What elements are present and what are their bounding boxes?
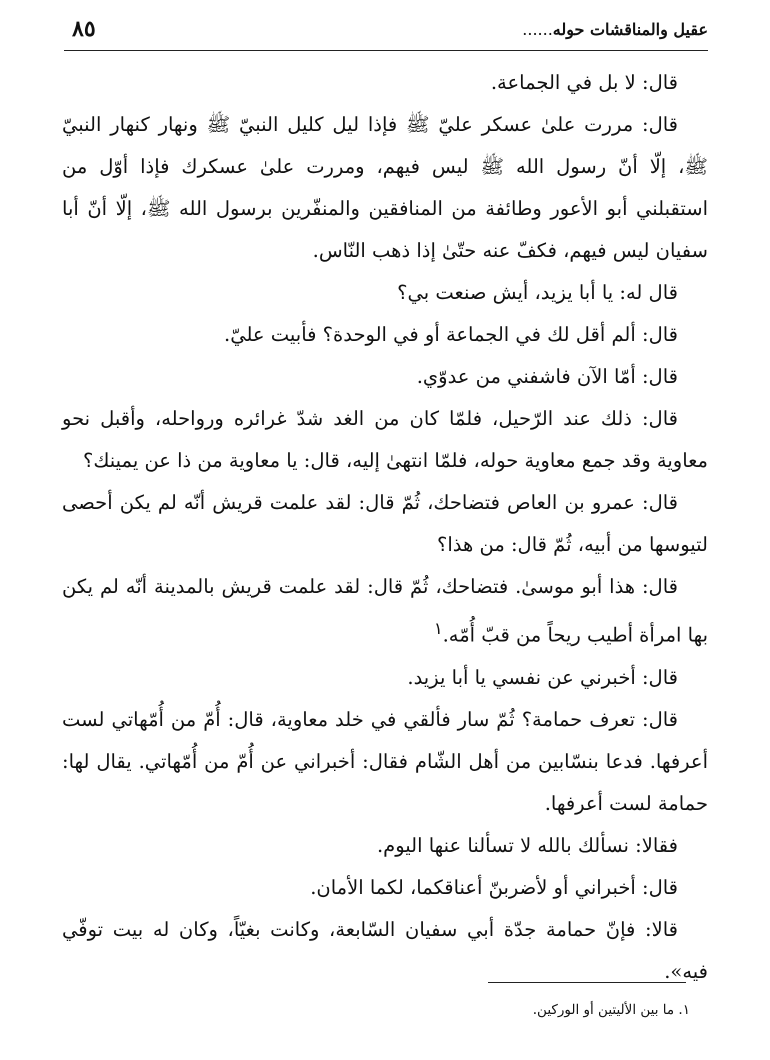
running-title [522,20,708,39]
paragraph-8 [62,566,708,657]
paragraph-7: قال: عمرو بن العاص فتضاحك، ثُمّ قال: لقد علمت قريش أنّه لم يكن أحصى لتيوسها من أبيه، ثُمّ قال: من هذا؟ [62,491,708,556]
paragraph-2: قال: مررت علىٰ عسكر عليّ ﷺ فإذا ليل كليل النبيّ ﷺ ونهار كنهار النبيّ ﷺ، إلّا أنّ رسول الله ﷺ ليس فيهم، ومررت علىٰ عسكرك فإذا أوّل من استقبلني أبو الأعور وطائفة من المنافقين والمنفّرين برسول الله ﷺ، إلّا أنّ أبا سفيان ليس فيهم، فكفّ عنه حتّىٰ إذا ذهب النّاس. [62,113,708,262]
paragraph-10: قال: تعرف حمامة؟ ثُمّ سار فألقي في خلد معاوية، قال: أُمّ من أُمّهاتي لست أعرفها. فدعا بنسّابين من أهل الشّام فقال: أخبراني عن أُمّ من أُمّهاتي. يقال لها: حمامة لست أعرفها. [62,707,708,815]
paragraph-5: قال: أمّا الآن فاشفني من عدوّي. [416,365,678,388]
paragraph-12: قال: أخبراني أو لأضربنّ أعناقكما، لكما الأمان. [310,875,678,899]
paragraph-8-text: قال: هذا أبو موسىٰ. فتضاحك، ثُمّ قال: لقد علمت قريش بالمدينة أنّه لم يكن بها امرأة أطيب ريحاً من قبّ أُمّه. [62,575,708,647]
paragraph-11: فقالا: نسألك بالله لا تسألنا عنها اليوم. [376,833,678,857]
paragraph-6: قال: ذلك عند الرّحيل، فلمّا كان من الغد شدّ غرائره ورواحله، وأقبل نحو معاوية وقد جمع معاوية حوله، فلمّا انتهىٰ إليه، قال: يا معاوية من ذا عن يمينك؟ [62,407,708,472]
paragraph-9: قال: أخبرني عن نفسي يا أبا يزيد. [407,665,678,689]
page-number: ٨٥ [72,16,96,42]
main-text [62,62,708,993]
running-title-text: عقيل والمناقشات حوله [552,20,708,39]
paragraph-3: قال له: يا أبا يزيد، أيش صنعت بي؟ [397,281,678,304]
page-header [64,14,708,51]
footnote-divider [488,982,686,983]
paragraph-4: قال: ألم أقل لك في الجماعة أو في الوحدة؟ فأبيت عليّ. [224,323,678,346]
footnote: ١. ما بين الأليتين أو الوركين. [532,1002,690,1018]
paragraph-13: قالا: فإنّ حمامة جدّة أبي سفيان السّابعة، وكانت بغيّاً، وكان له بيت توفّي فيه». [62,917,708,983]
paragraph-1: قال: لا بل في الجماعة. [490,71,678,94]
running-title-dots: ...... [522,20,553,39]
footnote-marker: ١ [433,619,443,638]
